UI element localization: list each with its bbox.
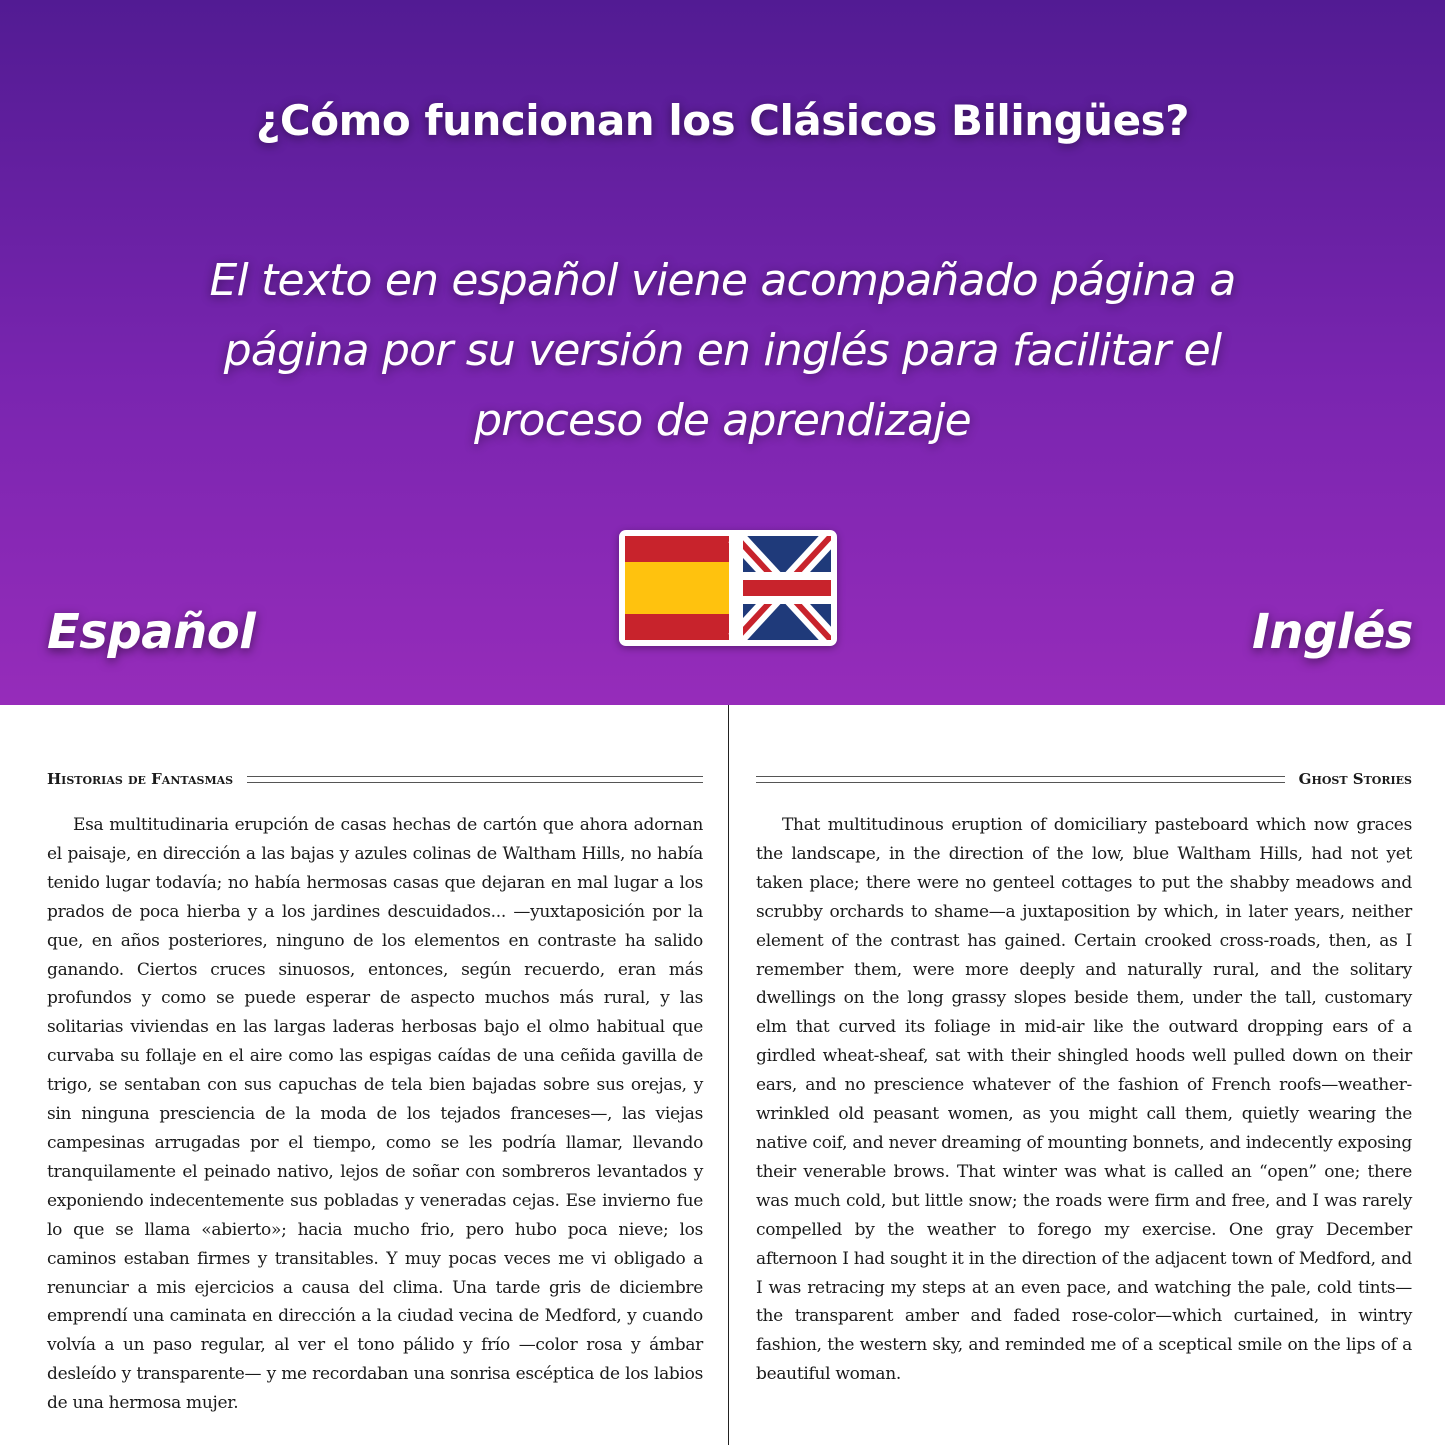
- subtitle: El texto en español viene acompañado página a página por su versión en inglés para facilitar el proceso de aprendizaje: [209, 255, 1236, 446]
- running-head-title: Historias de Fantasmas: [47, 770, 234, 788]
- spanish-paragraph: Esa multitudinaria erupción de casas hechas de cartón que ahora adornan el paisaje, en dirección a las bajas y azules colinas de Waltham Hills, no había tenido lugar todavía; no había hermosas casas que dejaran en mal lugar a los prados de poca hierba y a los jardines descuidados... —yuxtaposición por la que, en años posteriores, ninguno de los elementos en contraste ha salido ganando. Ciertos cruces sinuosos, entonces, según recuerdo, eran más profundos y como se puede esperar de aspecto muchos más rural, y las solitarias viviendas en las largas laderas herbosas bajo el olmo habitual que curvaba su follaje en el aire como las espigas caídas de una ceñida gavilla de trigo, se sentaban con sus capuchas de tela bien bajadas sobre sus orejas, y sin ninguna presciencia de la moda de los tejados franceses—, las viejas campesinas arrugadas por el tiempo, como se les podría llamar, llevando tranquilamente el peinado nativo, lejos de soñar con sombreros levantados y exponiendo indecentemente sus pobladas y veneradas cejas. Ese invierno fue lo que se llama «abierto»; hacia mucho frio, pero hubo poca nieve; los caminos estaban firmes y transitables. Y muy pocas veces me vi obligado a renunciar a mis ejercicios a causa del clima. Una tarde gris de diciembre emprendí una caminata en dirección a la ciudad vecina de Medford, y cuando volvía a un paso regular, al ver el tono pálido y frío —color rosa y ámbar desleído y transparente— y me recordaban una sonrisa escéptica de los labios de una hermosa mujer.: [47, 815, 703, 1414]
- header-banner: [0, 0, 1445, 705]
- english-paragraph: That multitudinous eruption of domiciliary pasteboard which now graces the landscape, in the direction of the low, blue Waltham Hills, had not yet taken place; there were no genteel cottages to put the shabby meadows and scrubby orchards to shame—a juxtaposition by which, in later years, neither element of the contrast has gained. Certain crooked cross-roads, then, as I remember them, were more deeply and naturally rural, and the solitary dwellings on the long grassy slopes beside them, under the tall, customary elm that curved its foliage in mid-air like the outward dropping ears of a girdled wheat-sheaf, sat with their shingled hoods well pulled down on their ears, and no prescience whatever of the fashion of French roofs—weather-wrinkled old peasant women, as you might call them, quietly wearing the native coif, and never dreaming of mounting bonnets, and indecently exposing their venerable brows. That winter was what is called an “open” one; there was much cold, but little snow; the roads were firm and free, and I was rarely compelled by the weather to forego my exercise. One gray December afternoon I had sought it in the direction of the adjacent town of Medford, and I was retracing my steps at an even pace, and watching the pale, cold tints—the transparent amber and faded rose-color—which curtained, in wintry fashion, the western sky, and reminded me of a sceptical smile on the lips of a beautiful woman.: [756, 815, 1412, 1385]
- spanish-page: [47, 765, 703, 1418]
- running-head-left: [47, 765, 703, 793]
- page-gutter: [728, 705, 729, 1445]
- english-label: Inglés: [1252, 604, 1413, 660]
- headline: ¿Cómo funcionan los Clásicos Bilingües?: [256, 96, 1189, 145]
- spanish-label: Español: [47, 604, 256, 660]
- spain-uk-flag-icon: [619, 530, 837, 646]
- running-head-right: [756, 765, 1412, 793]
- running-head-title: Ghost Stories: [1298, 770, 1412, 788]
- running-head-rule: [756, 776, 1285, 783]
- english-page: [756, 765, 1412, 1389]
- running-head-rule: [247, 776, 703, 783]
